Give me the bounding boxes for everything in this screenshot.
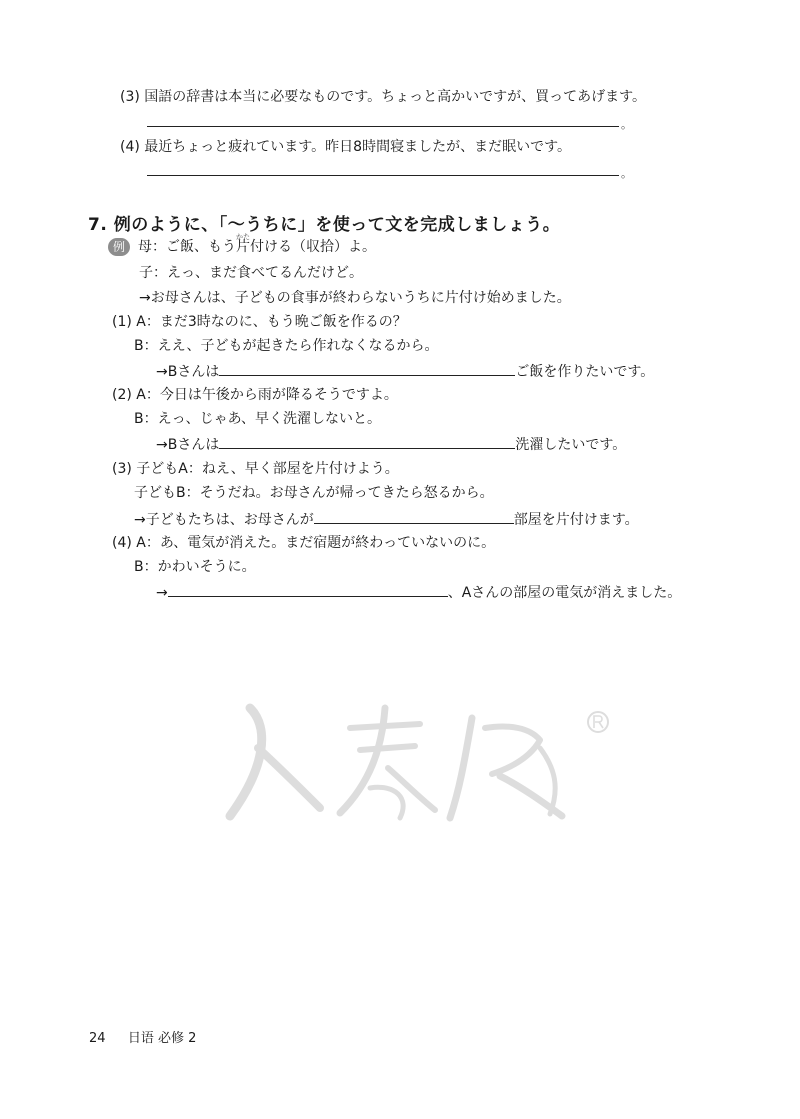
period-3: 。: [621, 118, 632, 131]
q3-answer-row: [134, 509, 639, 529]
prev-item-3: (3) 国語の辞書は本当に必要なものです。ちょっと高かいですが、買ってあげます。: [120, 89, 647, 105]
q1-b: B：ええ、子どもが起きたら作れなくなるから。: [134, 338, 439, 354]
q1-arrow-post: ご飯を作りたいです。: [515, 364, 655, 380]
page-number: 24: [89, 1031, 106, 1046]
prev-item-4: (4) 最近ちょっと疲れています。昨日8時間寝ましたが、まだ眠いです。: [120, 139, 571, 155]
page-footer: [89, 1027, 196, 1046]
q4-b: B：かわいそうに。: [134, 559, 256, 575]
example-line-3: →お母さんは、子どもの食事が終わらないうちに片付け始めました。: [139, 290, 571, 306]
q3-a: (3) 子どもA：ねえ、早く部屋を片付けよう。: [112, 461, 399, 477]
period-4: 。: [621, 167, 632, 180]
q2-answer-blank[interactable]: [219, 434, 515, 449]
ruby-kata: [236, 233, 250, 256]
ruby-base: 片: [236, 239, 250, 255]
example-line-1: [108, 233, 376, 256]
q1-answer-blank[interactable]: [219, 361, 515, 376]
q4-a: (4) A：あ、電気が消えた。まだ宿題が終わっていないのに。: [112, 535, 496, 551]
q3-arrow-post: 部屋を片付けます。: [513, 512, 639, 528]
answer-line-4[interactable]: [147, 175, 619, 176]
example-line-2: 子：えっ、まだ食べてるんだけど。: [139, 265, 363, 281]
ruby-reading: かた: [236, 233, 250, 241]
q2-arrow-pre: →Bさんは: [156, 437, 220, 453]
q4-answer-blank[interactable]: [168, 582, 448, 597]
q4-answer-row: [156, 582, 681, 602]
q2-arrow-post: 洗濯したいです。: [515, 437, 627, 453]
q4-arrow-post: 、Aさんの部屋の電気が消えました。: [447, 585, 682, 601]
q4-arrow-pre: →: [156, 585, 168, 601]
book-title: 日语 必修 2: [127, 1031, 197, 1046]
example-line1-pre: 母：ご飯、もう: [138, 239, 236, 255]
q3-arrow-pre: →子どもたちは、お母さんが: [134, 512, 314, 528]
q1-a: (1) A：まだ3時なのに、もう晩ご飯を作るの？: [112, 314, 407, 330]
q2-answer-row: [156, 434, 626, 454]
section-title: 7. 例のように、「～うちに」を使って文を完成しましょう。: [88, 215, 561, 235]
q2-b: B：えっ、じゃあ、早く洗濯しないと。: [134, 411, 382, 427]
q3-answer-blank[interactable]: [314, 509, 514, 524]
q1-answer-row: [156, 361, 654, 381]
answer-line-3[interactable]: [147, 126, 619, 127]
q1-arrow-pre: →Bさんは: [156, 364, 220, 380]
q3-b: 子どもB：そうだね。お母さんが帰ってきたら怒るから。: [134, 485, 494, 501]
example-line1-post: 付ける（収拾）よ。: [250, 239, 376, 255]
publisher-watermark-logo: [210, 688, 610, 838]
q2-a: (2) A：今日は午後から雨が降るそうですよ。: [112, 387, 398, 403]
example-badge: 例: [108, 238, 130, 256]
